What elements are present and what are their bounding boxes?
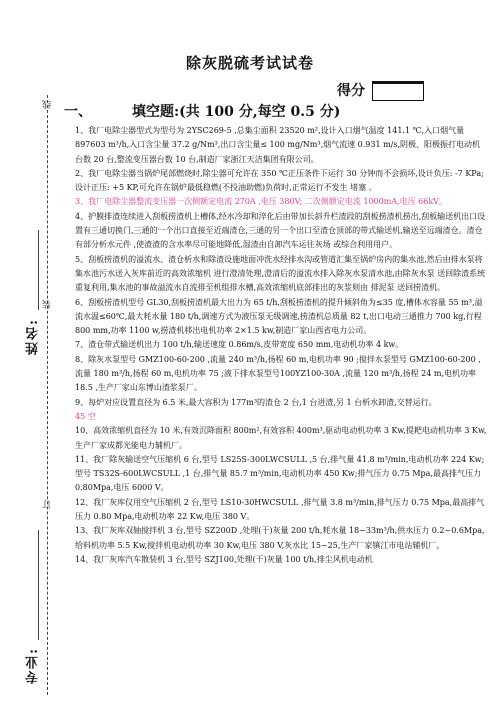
question-3: 3、我厂电除尘器整流变压器一次侧额定电流 270A ,电压 380V; 二次侧额定电流 1000mA,电压 66kV。 [75, 197, 447, 207]
question-13: 13、我厂灰库双轴搅拌机 3 台,型号 SZ200D ,处理(干)灰量 200 t/h,耗水量 18~33m³/h,供水压力 0.2~0.6Mpa,给料机功率 5.5 Kw,搅拌机电动机功率 30 Kw,电压 380 V,灰水比 15~25,生产厂家镇江市电站辅机厂。 [75, 526, 485, 550]
binding-line [47, 95, 48, 695]
section-title: 填空题:(共 100 分,每空 0.5 分) [132, 104, 341, 120]
question-12: 12、我厂灰库仪用空气压缩机 2 台,型号 LS10-30HWCSULL ,排气量 3.8 m³/min,排气压力 0.75 Mpa,最高排气压力 0.80 Mpa,电动机功率 22 Kw,电压 380 V。 [75, 497, 485, 522]
page-title: 除灰脱硫考试试卷 [185, 54, 314, 72]
section-number: 一、 [64, 104, 92, 120]
blank-count-note: 45 空 [75, 411, 96, 421]
question-7: 7、渣仓带式输送机出力 100 t/h,输送速度 0.86m/s,皮带宽度 650 mm,电动机功率 4 kw。 [75, 340, 404, 350]
question-1: 1、我厂电除尘器型式为型号为 2YSC269-5 ,总集尘面积 23520 m²,设计入口烟气温度 141.1 ℃,入口烟气量 897603 m³/h,入口含尘量 37.2 g/Nm³,出口含尘量≤ 100 mg/Nm³,烟气流速 0.931 m/s,阴极、阳极振打电动机台数 20 台,整流变压器台数 10 台,制造厂家浙江天洁集团有限公司。 [75, 126, 481, 164]
binding-mark: 线 [43, 100, 53, 109]
question-8: 8、除灰水泵型号 GMZ100-60-200 ,流量 240 m³/h,扬程 60 m,电机功率 90 ;搅拌水泵型号 GMZ100-60-200 ,流量 180 m³/h,扬程 60 m,电机功率 75 ;液下排水泵型号100YZ100-30A ,流量 120 m³/h,扬程 24 m,电机功率 18.5 ,生产厂家山东博山渣浆泵厂。 [75, 354, 481, 393]
specialty-blank[interactable] [38, 530, 39, 640]
question-5: 5、刮板捞渣机的溢流水、渣仓析水和除渣设施地面冲洗水经排水沟或管道汇集至锅炉房内的集水池,然后由排水泵将集水池污水送入灰库前近的高效浓缩机 进行澄清处理,澄清后的溢流水排入除灰水泵清水池,由除灰水泵 送回除渣系统重复利用,集水池的事故溢流水自流排至机组排水槽,高效浓缩机底部排出的灰浆则由 排泥泵 送回捞渣机。 [75, 254, 486, 293]
score-field [337, 80, 424, 101]
question-2: 2、我厂电除尘器当锅炉尾部燃烧时,除尘器可允许在 350 ℃正压条件下运行 30 分钟而不会损坏,设计负压: -7 KPa; 设计正压: +5 KP,可允许在锅炉最低稳燃(不投油助燃)负荷时,正常运行不发生 堵塞 。 [75, 168, 484, 193]
question-14: 14、我厂灰库汽车散装机 3 台,型号 SZJ100,处理(干)灰量 100 t/h,排尘风机电动机 [75, 554, 373, 564]
section-heading [64, 101, 340, 121]
name-blank[interactable] [38, 230, 39, 310]
name-label: 姓名: [26, 318, 41, 355]
score-box[interactable] [372, 81, 424, 101]
question-6: 6、刮板捞渣机型号 GL30,刮板捞渣机最大出力为 65 t/h,刮板捞渣机的提升倾斜角为≤35 度,槽体水容量 55 m³,溢流水温≤60℃,最大耗水量 180 t/h,调速方式为液压泵无级调速,捞渣机总质量 82 t,出口电动三通推力 700 kg,行程 800 mm,功率 1100 w,捞渣机移出电机功率 2×1.5 kw,制造厂家山西省电力公司。 [75, 297, 483, 336]
question-11: 11、我厂除灰输送空气压缩机 6 台,型号 LS25S-300LWCSULL ,5 台,排气量 41.8 m³/min,电动机功率 224 Kw;型号 TS32S-600LWCSULL ,1 台,排气量 85.7 m³/min,电动机功率 450 Kw;排气压力 0.75 Mpa,最高排气压力 0.80Mpa,电压 6000 V。 [75, 454, 485, 493]
question-list [75, 124, 487, 567]
question-9: 9、每炉对应设置直径为 6.5 米,最大容积为 177m³的渣仓 2 台,1 台进渣,另 1 台析水卸渣,交替运行。 [75, 397, 437, 407]
question-4: 4、护膜排渣连续进入刮板捞渣机上槽体,经水冷却和淬化后由带加长斜升栏渣段的刮板捞渣机捞出,刮板输送机出口设置有三通切换门,三通的一个出口直接至近端渣仓,三通的另一个出口至渣仓顶部的带式输送机,输送至远端渣仓。渣仓有部分析水元件 ,使渣渣的含水率尽可能地降低,湿渣由自卸汽车运往灰场 或综合利用用户。 [75, 211, 486, 250]
score-label: 得分 [337, 83, 365, 99]
binding-tick-b: 订 [43, 500, 53, 509]
binding-tick-a: 装 [43, 300, 53, 309]
specialty-label: 专业: [26, 647, 41, 684]
question-10: 10、高效浓缩机直径为 10 米,有效沉降面积 800m²,有效容积 400m³,驱动电动机功率 3 Kw,提耙电动机功率 3 Kw,生产厂家成都光能电力辅机厂。 [75, 426, 487, 450]
